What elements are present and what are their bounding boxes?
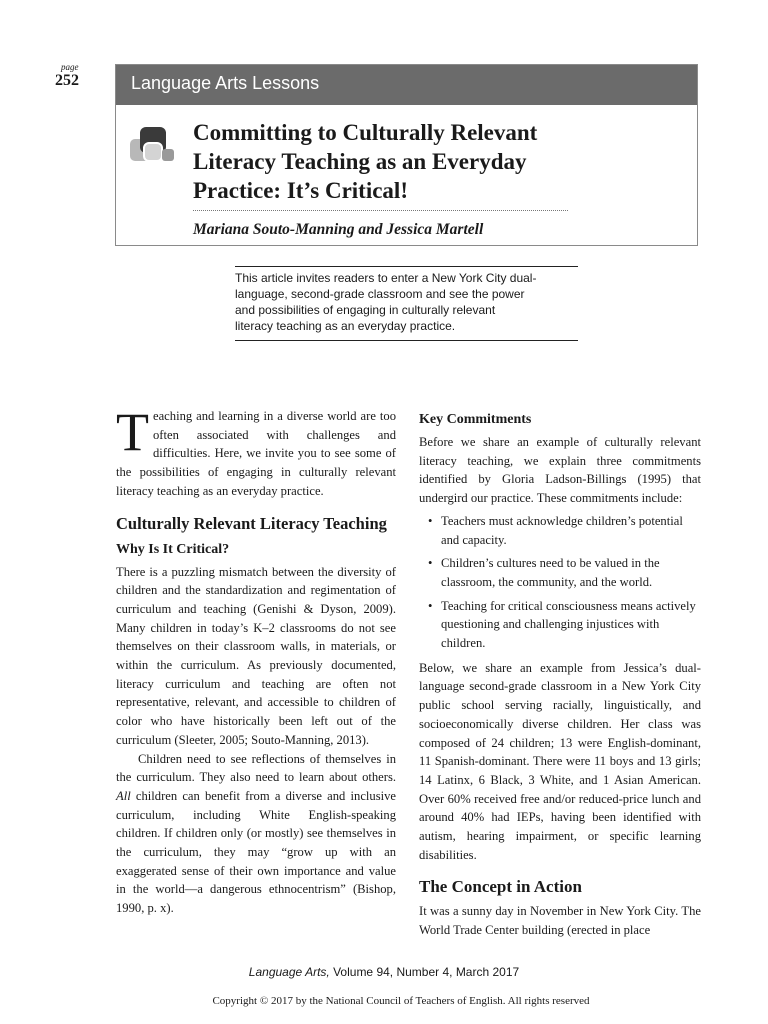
journal-name: Language Arts, — [248, 965, 330, 979]
commitments-list — [419, 512, 701, 653]
abstract — [235, 266, 578, 341]
body-text: children can benefit from a diverse and inclusive curriculum, including White English-speaking children. If children only (or mostly) see themselves in the curriculum, they may “grow up with an exaggerated sense of their own importance and value in the world—a dangerous ethnocentrism” (Bishop, 1990, p. x). — [116, 788, 396, 916]
journal-citation — [0, 965, 768, 979]
list-item: • Children’s cultures need to be valued in the classroom, the community, and the world. — [419, 554, 701, 591]
body-paragraph: There is a puzzling mismatch between the diversity of children and the standardization and regimentation of curriculum and teaching (Genishi & Dyson, 2009). Many children in today’s K–2 classrooms do not see themselves on their classroom walls, in materials, or within the curriculum. As previously documented, literacy curriculum and teaching are often not representative, relevant, and accessible to children of color who have historically been left out of the curriculum (Sleeter, 2005; Souto-Manning, 2013). — [116, 564, 396, 747]
emphasis-text: All — [116, 788, 131, 803]
title-line: Committing to Culturally Relevant — [193, 120, 538, 145]
body-paragraph: It was a sunny day in November in New York City. The World Trade Center building (erected in place — [419, 904, 701, 938]
list-item: • Teaching for critical consciousness means actively questioning and challenging injustices with children. — [419, 597, 701, 653]
abstract-line: literacy teaching as an everyday practice. — [235, 319, 456, 333]
journal-issue: Volume 94, Number 4, March 2017 — [329, 965, 520, 979]
right-column — [419, 407, 701, 940]
body-text: Children need to see reflections of themselves in the curriculum. They also need to learn about others. — [116, 751, 396, 785]
key-commitments-heading: Key Commitments — [419, 412, 532, 427]
body-paragraph — [116, 750, 396, 918]
section-title: Language Arts Lessons — [131, 73, 320, 93]
title-line: Practice: It’s Critical! — [193, 178, 408, 203]
left-column — [116, 402, 396, 918]
title-line: Literacy Teaching as an Everyday — [193, 149, 527, 174]
section-banner — [116, 65, 697, 105]
list-item: • Teachers must acknowledge children’s potential and capacity. — [419, 512, 701, 549]
authors: Mariana Souto-Manning and Jessica Martell — [193, 221, 484, 238]
body-paragraph: Before we share an example of culturally relevant literacy teaching, we explain three commitments identified by Gloria Ladson-Billings (1995) that undergird our practice. These commitments include: — [419, 435, 701, 506]
section-heading: Culturally Relevant Literacy Teaching — [116, 513, 387, 533]
abstract-line: This article invites readers to enter a New York City dual- — [235, 271, 537, 285]
abstract-line: language, second-grade classroom and see the power — [235, 287, 525, 301]
intro-text: eaching and learning in a diverse world are too often associated with challenges and difficulties. Here, we invite you to see some of the possibilities of engaging in culturally relevant literacy teaching as an everyday practice. — [116, 409, 396, 498]
title-divider — [193, 210, 568, 211]
overlapping-squares-icon — [130, 127, 178, 171]
page-label: page — [61, 62, 79, 72]
copyright: Copyright © 2017 by the National Council of Teachers of English. All rights reserved — [212, 995, 590, 1007]
abstract-line: and possibilities of engaging in culturally relevant — [235, 303, 496, 317]
article-title — [193, 118, 593, 205]
body-paragraph: Below, we share an example from Jessica’s dual-language second-grade classroom in a New York City public school serving racially, linguistically, and socioeconomically diverse children. Her class was composed of 24 children; 13 were English-dominant, 11 Spanish-dominant. There were 11 boys and 13 girls; 14 Latinx, 6 Black, 3 White, and 1 Asian American. Over 60% received free and/or reduced-price lunch and around 40% had IEPs, having been identified with autism, hearing impairment, or specific learning disabilities. — [419, 660, 701, 862]
intro-paragraph — [116, 402, 396, 501]
section-heading: The Concept in Action — [419, 877, 582, 897]
drop-cap: T — [116, 402, 149, 462]
subsection-heading: Why Is It Critical? — [116, 541, 230, 557]
page-number: 252 — [55, 72, 79, 89]
